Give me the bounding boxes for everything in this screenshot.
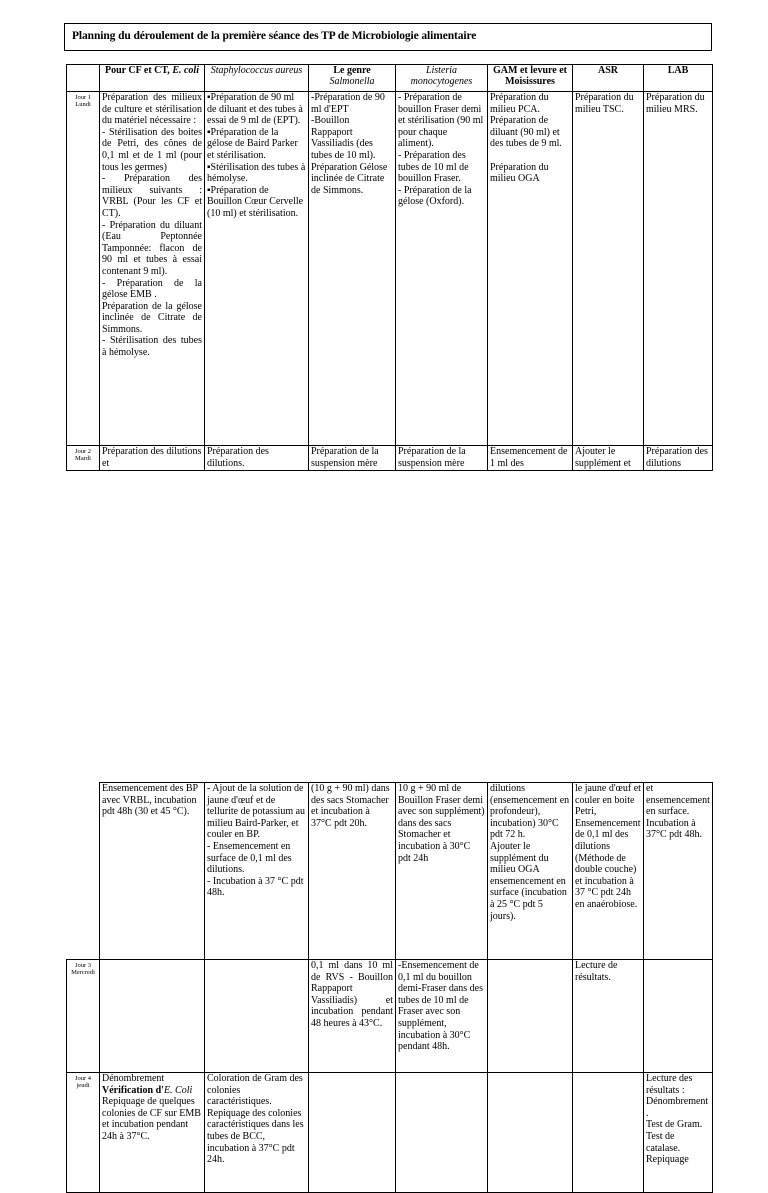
cell-day2c-cf: Ensemencement des BP avec VRBL, incubation pdt 48h (30 et 45 °C).: [100, 783, 205, 960]
cell-day3-lab: [644, 960, 713, 1073]
spacer: [67, 783, 100, 960]
cell-day2-asr: Ajouter le supplément et: [573, 446, 644, 471]
header-listeria: Listeria monocytogenes: [396, 65, 488, 92]
header-gam: GAM et levure et Moisissures: [488, 65, 573, 92]
cell-day2-salmonella: Préparation de la suspension mère: [309, 446, 396, 471]
cell-day3-salmonella: 0,1 ml dans 10 ml de RVS - Bouillon Rappaport Vassiliadis) et incubation pendant 48 heures à 43°C.: [309, 960, 396, 1073]
text-verification: Vérification d': [102, 1084, 164, 1096]
cell-day3-cf: [100, 960, 205, 1073]
cell-day1-listeria: - Préparation de bouillon Fraser demi et stérilisation (90 ml pour chaque aliment). - Préparation des tubes de 10 ml de bouillon Fraser. - Préparation de la gélose (Oxford).: [396, 92, 488, 446]
row-day1: [67, 92, 713, 446]
header-asr: ASR: [573, 65, 644, 92]
planning-table-bottom: [66, 782, 713, 1193]
cell-day4-salmonella: [309, 1073, 396, 1193]
cell-day2c-lab: et ensemencement en surface. Incubation à 37°C pdt 48h.: [644, 783, 713, 960]
cell-day2c-asr: le jaune d'œuf et couler en boite Petri, Ensemencement de 0,1 ml des dilutions (Méthode de double couche) et incubation à 37 °C pdt 24h en anaérobiose.: [573, 783, 644, 960]
cell-day4-lab: Lecture des résultats : Dénombrement. Test de Gram. Test de catalase. Repiquage: [644, 1073, 713, 1193]
cell-day2c-listeria: 10 g + 90 ml de Bouillon Fraser demi avec son supplément) dans des sacs Stomacher et incubation à 30°C pdt 24h: [396, 783, 488, 960]
text-ecoli: E. Coli: [163, 1084, 193, 1096]
cell-day4-gam: [488, 1073, 573, 1193]
day-label: Jour 3 Mercredi: [67, 960, 100, 1073]
cell-day3-staph: [205, 960, 309, 1073]
cell-day4-cf: [100, 1073, 205, 1193]
cell-day2c-staph: - Ajout de la solution de jaune d'œuf et de tellurite de potassium au milieu Baird-Parker, et couler en BP. - Ensemencement en surface de 0,1 ml des dilutions. - Incubation à 37 °C pdt 48h.: [205, 783, 309, 960]
cell-day2c-gam: dilutions (ensemencement en profondeur), incubation) 30°C pdt 72 h. Ajouter le supplément du milieu OGA ensemencement en surface (incubation à 25 °C pdt 5 jours).: [488, 783, 573, 960]
cell-day1-asr: Préparation du milieu TSC.: [573, 92, 644, 446]
cell-day2c-salmonella: (10 g + 90 ml) dans des sacs Stomacher et incubation à 37°C pdt 20h.: [309, 783, 396, 960]
cell-day1-cf: Préparation des milieux de culture et stérilisation du matériel nécessaire : - Stérilisation des boites de Petri, des cônes de 0,1 ml et de 1 ml (pour tous les germes) - Préparation des milieux suivants : VRBL (Pour les CF et CT). - Préparation du diluant (Eau Peptonnée Tamponnée: flacon de 90 ml et tubes à essai contenant 9 ml). - Préparation de la gélose EMB . Préparation de la gélose inclinée de Citrate de Simmons. - Stérilisation des tubes à hémolyse.: [100, 92, 205, 446]
header-cf-ct: Pour CF et CT, E. coli: [100, 65, 205, 92]
row-day2-cont: [67, 783, 713, 960]
header-corner: [67, 65, 100, 92]
cell-day1-lab: Préparation du milieu MRS.: [644, 92, 713, 446]
cell-day4-staph: Coloration de Gram des colonies caractéristiques. Repiquage des colonies caractéristiques dans les tubes de BCC, incubation à 37°C pdt 24h.: [205, 1073, 309, 1193]
header-salmonella: Le genre Salmonella: [309, 65, 396, 92]
cell-day4-asr: [573, 1073, 644, 1193]
page-title: Planning du déroulement de la première séance des TP de Microbiologie alimentaire: [72, 30, 477, 42]
day-label: Jour 2 Mardi: [67, 446, 100, 471]
cell-day2-lab: Préparation des dilutions: [644, 446, 713, 471]
row-day2: [67, 446, 713, 471]
cell-day2-gam: Ensemencement de 1 ml des: [488, 446, 573, 471]
header-lab: LAB: [644, 65, 713, 92]
cell-day1-salmonella: -Préparation de 90 ml d'EPT -Bouillon Rappaport Vassiliadis (des tubes de 10 ml). Préparation Gélose inclinée de Citrate de Simmons.: [309, 92, 396, 446]
day-label: Jour 4 jeudi: [67, 1073, 100, 1193]
header-staph: Staphylococcus aureus: [205, 65, 309, 92]
cell-day3-listeria: -Ensemencement de 0,1 ml du bouillon demi-Fraser dans des tubes de 10 ml de Fraser avec son supplément, incubation à 30°C pendant 48h.: [396, 960, 488, 1073]
text-repiquage: Repiquage de quelques colonies de CF sur EMB et incubation pendant 24h à 37°C.: [102, 1096, 201, 1142]
cell-day1-gam: Préparation du milieu PCA. Préparation de diluant (90 ml) et des tubes de 9 ml. Préparation du milieu OGA: [488, 92, 573, 446]
cell-day1-staph: ▪Préparation de 90 ml de diluant et des tubes à essai de 9 ml de (EPT). ▪Préparation de la gélose de Baird Parker et stérilisation. ▪Stérilisation des tubes à hémolyse. ▪Préparation de Bouillon Cœur Cervelle (10 ml) et stérilisation.: [205, 92, 309, 446]
header-row: [67, 65, 713, 92]
cell-day2-listeria: Préparation de la suspension mère: [396, 446, 488, 471]
cell-day3-gam: [488, 960, 573, 1073]
text-denombrement: Dénombrement: [102, 1073, 165, 1084]
cell-day4-listeria: [396, 1073, 488, 1193]
row-day4: [67, 1073, 713, 1193]
cell-day2-staph: Préparation des dilutions.: [205, 446, 309, 471]
planning-table-top: [66, 64, 713, 471]
title-box: [64, 23, 712, 51]
day-label: Jour 1 Lundi: [67, 92, 100, 446]
row-day3: [67, 960, 713, 1073]
cell-day2-cf: Préparation des dilutions et: [100, 446, 205, 471]
cell-day3-asr: Lecture de résultats.: [573, 960, 644, 1073]
